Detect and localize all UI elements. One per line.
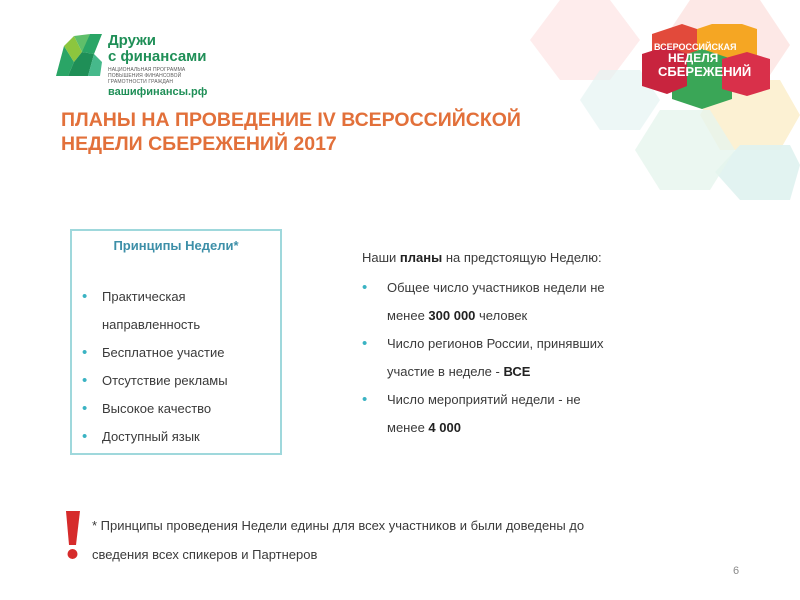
- plans-intro-text: на предстоящую Неделю:: [442, 250, 602, 265]
- plans-intro-text: Наши: [362, 250, 400, 265]
- principle-text: Практическая: [102, 289, 186, 304]
- principles-list: [82, 283, 272, 451]
- plan-value: 300 000: [428, 308, 476, 323]
- logo-name: [108, 33, 207, 65]
- list-item: [82, 423, 272, 451]
- plans-list: [362, 274, 662, 442]
- principle-text: Бесплатное участие: [102, 345, 225, 360]
- bullet-icon: •: [362, 279, 368, 296]
- logo-name-line2: с финансами: [108, 48, 207, 65]
- plan-text: Число регионов России, принявших: [387, 336, 604, 351]
- list-item: [82, 283, 272, 339]
- list-item: [82, 395, 272, 423]
- plan-text-part: менее: [387, 308, 429, 323]
- principle-text: Высокое качество: [102, 401, 212, 416]
- plan-text-part: человек: [475, 308, 528, 323]
- principle-text: направленность: [102, 317, 201, 332]
- footnote: [92, 511, 712, 569]
- logo-site-link[interactable]: вашифинансы.рф: [108, 86, 208, 98]
- plans-intro: [362, 250, 602, 265]
- bullet-icon: •: [362, 391, 368, 408]
- title-line1: ПЛАНЫ НА ПРОВЕДЕНИЕ IV ВСЕРОССИЙСКОЙ: [61, 109, 521, 131]
- bullet-icon: •: [82, 400, 88, 417]
- principle-text: Доступный язык: [102, 429, 200, 444]
- plan-value: ВСЕ: [503, 364, 531, 379]
- logo-mark-icon: [54, 32, 104, 76]
- logo-tagline: НАЦИОНАЛЬНАЯ ПРОГРАММА ПОВЫШЕНИЯ ФИНАНСОВОЙ ГРАМОТНОСТИ ГРАЖДАН: [108, 67, 186, 85]
- bullet-icon: •: [82, 344, 88, 361]
- list-item: [82, 367, 272, 395]
- principles-box: [70, 229, 282, 455]
- list-item: [82, 339, 272, 367]
- principle-text: Отсутствие рекламы: [102, 373, 228, 388]
- plan-text-part: участие в неделе -: [387, 364, 504, 379]
- badge-line1: ВСЕРОССИЙСКАЯ: [654, 42, 737, 52]
- plan-text: [387, 414, 662, 442]
- bullet-icon: •: [362, 335, 368, 352]
- plan-text: [387, 358, 662, 386]
- principles-heading: Принципы Недели*: [113, 238, 239, 253]
- badge-line3: СБЕРЕЖЕНИЙ: [658, 64, 752, 79]
- page-number: 6: [733, 565, 740, 577]
- badge-line2: НЕДЕЛЯ: [668, 51, 719, 65]
- plans-intro-bold: планы: [399, 250, 443, 265]
- bullet-icon: •: [82, 372, 88, 389]
- bullet-icon: •: [82, 428, 88, 445]
- title-line2: НЕДЕЛИ СБЕРЕЖЕНИЙ 2017: [61, 133, 337, 155]
- page-title: [61, 108, 521, 156]
- list-item: [362, 274, 662, 330]
- plan-text: Общее число участников недели не: [387, 280, 605, 295]
- footnote-line: сведения всех спикеров и Партнеров: [92, 547, 318, 562]
- week-badge-text: [648, 42, 768, 79]
- plan-text: [387, 302, 662, 330]
- bullet-icon: •: [82, 288, 88, 305]
- plan-value: 4 000: [428, 420, 461, 435]
- footnote-line: * Принципы проведения Недели едины для всех участников и были доведены до: [92, 518, 585, 533]
- list-item: [362, 330, 662, 386]
- plan-text: Число мероприятий недели - не: [387, 392, 581, 407]
- exclamation-icon: [58, 509, 86, 561]
- list-item: [362, 386, 662, 442]
- logo-name-line1: Дружи: [108, 32, 157, 49]
- plan-text-part: менее: [387, 420, 429, 435]
